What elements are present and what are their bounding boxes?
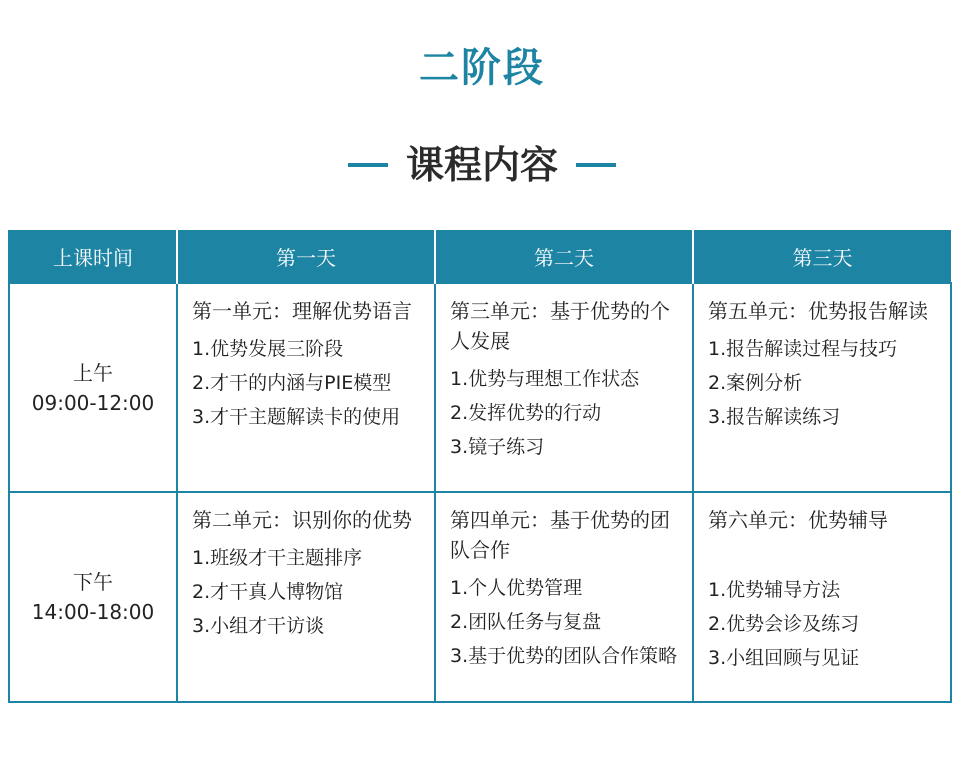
unit-cell-2 xyxy=(177,492,435,702)
unit-item: 1.个人优势管理 xyxy=(450,577,583,599)
header-day-3: 第三天 xyxy=(693,230,951,283)
unit-item: 2.团队任务与复盘 xyxy=(450,611,602,633)
unit-cell-4 xyxy=(435,492,693,702)
table-header-row xyxy=(9,230,951,283)
unit-title: 第二单元：识别你的优势 xyxy=(192,508,412,532)
course-schedule-table xyxy=(8,230,952,703)
unit-item: 3.才干主题解读卡的使用 xyxy=(192,406,401,428)
unit-item: 2.才干的内涵与PIE模型 xyxy=(192,372,392,394)
header-day-2: 第二天 xyxy=(435,230,693,283)
unit-cell-1 xyxy=(177,283,435,492)
unit-title: 第六单元：优势辅导 xyxy=(708,508,888,532)
table-row-afternoon xyxy=(9,492,951,702)
unit-item: 2.优势会诊及练习 xyxy=(708,613,860,635)
table-row-morning xyxy=(9,283,951,492)
section-heading xyxy=(0,138,964,192)
unit-item: 3.小组回顾与见证 xyxy=(708,647,860,669)
unit-title: 第四单元：基于优势的团队合作 xyxy=(450,508,670,562)
unit-item: 3.小组才干访谈 xyxy=(192,615,325,637)
unit-item: 2.案例分析 xyxy=(708,372,803,394)
unit-cell-6 xyxy=(693,492,951,702)
header-time: 上课时间 xyxy=(9,230,177,283)
time-range: 14:00-18:00 xyxy=(31,600,155,624)
header-day-1: 第一天 xyxy=(177,230,435,283)
time-cell-morning xyxy=(9,283,177,492)
time-cell-afternoon xyxy=(9,492,177,702)
unit-title: 第一单元：理解优势语言 xyxy=(192,299,412,323)
unit-item: 2.发挥优势的行动 xyxy=(450,402,602,424)
unit-cell-3 xyxy=(435,283,693,492)
unit-title: 第三单元：基于优势的个人发展 xyxy=(450,299,670,353)
unit-item: 2.才干真人博物馆 xyxy=(192,581,344,603)
unit-item: 1.报告解读过程与技巧 xyxy=(708,338,898,360)
unit-item: 3.基于优势的团队合作策略 xyxy=(450,645,678,667)
unit-cell-5 xyxy=(693,283,951,492)
right-dash-decoration xyxy=(576,163,616,167)
unit-title: 第五单元：优势报告解读 xyxy=(708,299,928,323)
unit-item: 1.优势与理想工作状态 xyxy=(450,368,640,390)
left-dash-decoration xyxy=(348,163,388,167)
unit-item: 1.班级才干主题排序 xyxy=(192,547,363,569)
time-range: 09:00-12:00 xyxy=(31,390,155,415)
unit-item: 3.镜子练习 xyxy=(450,436,545,458)
section-title: 课程内容 xyxy=(405,143,558,187)
unit-item: 3.报告解读练习 xyxy=(708,406,841,428)
time-label: 下午 xyxy=(73,570,113,594)
unit-item: 1.优势辅导方法 xyxy=(708,579,841,601)
unit-item: 1.优势发展三阶段 xyxy=(192,338,344,360)
stage-title: 二阶段 xyxy=(419,45,545,91)
time-label: 上午 xyxy=(73,360,113,385)
